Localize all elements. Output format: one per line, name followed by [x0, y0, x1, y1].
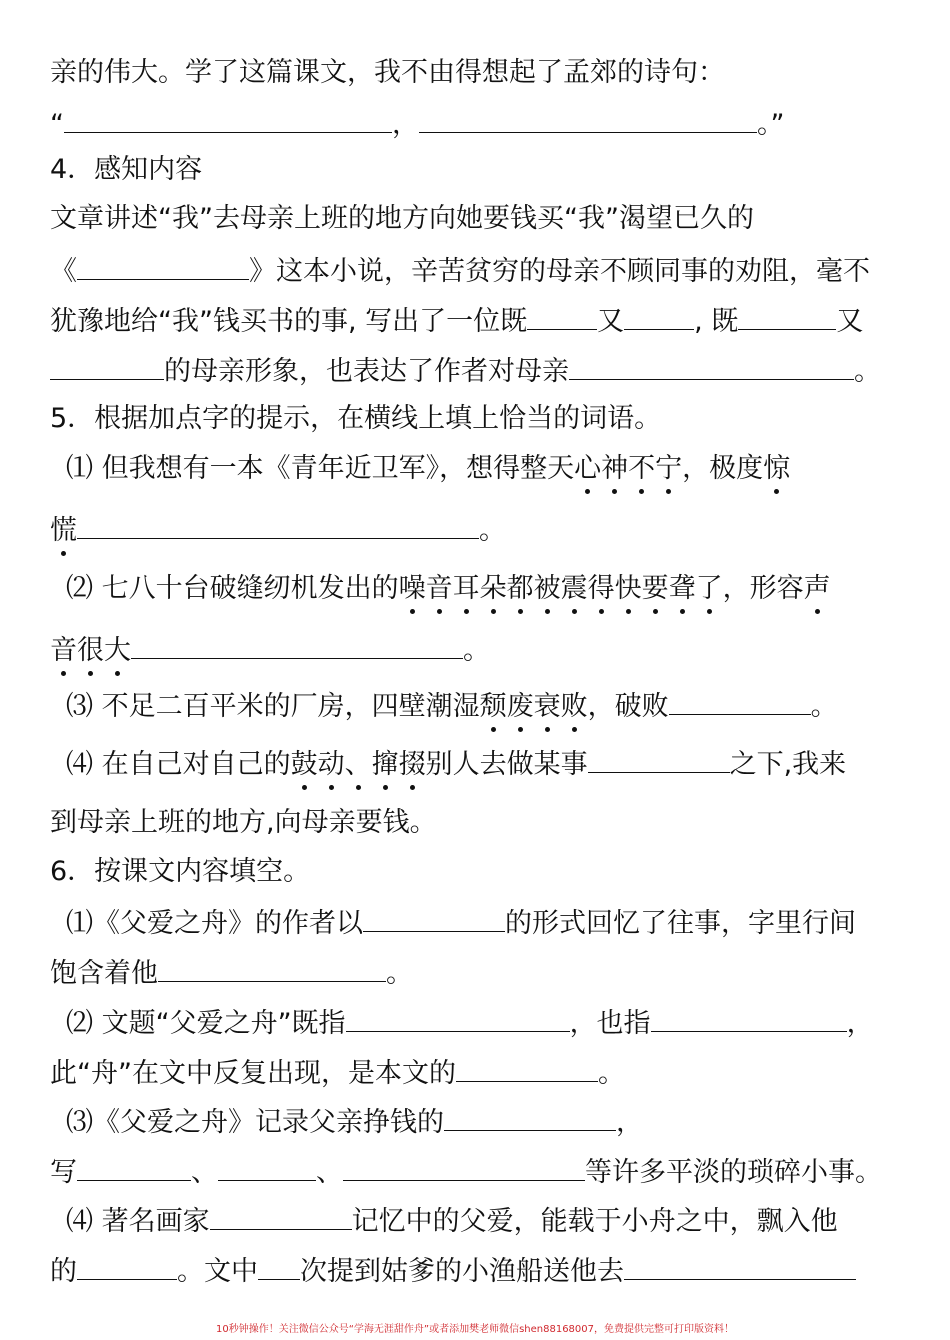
answer-blank[interactable]: [343, 1154, 585, 1181]
dotted-char: 得: [587, 573, 615, 604]
answer-blank[interactable]: [588, 746, 730, 773]
answer-blank[interactable]: [77, 1253, 177, 1280]
dotted-words: [291, 749, 426, 780]
dotted-char: 神: [601, 453, 629, 484]
text-line: 文章讲述“我”去母亲上班的地方向她要钱买“我”渴望已久的: [50, 203, 754, 234]
dotted-char: 大: [104, 635, 131, 666]
answer-blank[interactable]: [624, 303, 694, 330]
answer-blank[interactable]: [346, 1005, 570, 1032]
text-line: 音很大 。: [50, 632, 490, 668]
dotted-char: 噪: [398, 573, 426, 604]
answer-blank[interactable]: [444, 1104, 616, 1131]
answer-blank[interactable]: [77, 1154, 191, 1181]
dotted-char: 震: [560, 573, 588, 604]
question-5-2: ⑵ 七八十台破缝纫机发出的噪音耳朵都被震得快要聋了，形容声: [66, 573, 831, 604]
answer-blank[interactable]: [651, 1005, 847, 1032]
dotted-char: 废: [506, 691, 534, 722]
dotted-char: 声: [803, 573, 831, 604]
answer-blank[interactable]: [419, 106, 757, 133]
dotted-char: 音: [50, 635, 77, 666]
answer-blank[interactable]: [131, 632, 463, 659]
dotted-char: 鼓: [290, 749, 318, 780]
dotted-char: 、: [344, 749, 372, 780]
answer-blank[interactable]: [363, 905, 505, 932]
question-6-2: ⑵ 文题“父爱之舟”既指 ，也指 ，: [66, 1005, 874, 1041]
question-5-1: ⑴ 但我想有一本《青年近卫军》，想得整天心神不宁，极度惊: [66, 453, 791, 484]
question-6-3: ⑶《父爱之舟》记录父亲挣钱的 ，: [66, 1104, 643, 1140]
answer-blank[interactable]: [258, 1253, 300, 1280]
answer-blank[interactable]: [50, 353, 164, 380]
text-line: 慌 。: [50, 512, 506, 548]
text-line: 《 》这本小说，辛苦贫穷的母亲不顾同事的劝阻，毫不: [50, 253, 870, 289]
answer-blank[interactable]: [569, 353, 854, 380]
dotted-char: 衰: [533, 691, 561, 722]
text-line: 此“舟”在文中反复出现，是本文的 。: [50, 1055, 625, 1091]
question-5-4: ⑷ 在自己对自己的鼓动、撺掇别人去做某事 之下,我来: [66, 746, 846, 782]
question-6-title: 6．按课文内容填空。: [50, 856, 311, 887]
dotted-char: 心: [574, 453, 602, 484]
question-6-1: ⑴《父爱之舟》的作者以 的形式回忆了往事，字里行间: [66, 905, 856, 941]
text-line: 到母亲上班的地方,向母亲要钱。: [50, 807, 437, 838]
question-5-title: 5．根据加点字的提示，在横线上填上恰当的词语。: [50, 403, 662, 434]
text-line: 写 、 、 等许多平淡的琐碎小事。: [50, 1154, 882, 1190]
dotted-char: 快: [614, 573, 642, 604]
dotted-char: 撺: [371, 749, 399, 780]
answer-blank[interactable]: [218, 1154, 316, 1181]
dotted-char: 被: [533, 573, 561, 604]
dotted-char: 很: [77, 635, 104, 666]
answer-blank[interactable]: [669, 688, 811, 715]
dotted-char: 宁: [655, 453, 683, 484]
answer-blank[interactable]: [77, 253, 249, 280]
text-line: 的母亲形象，也表达了作者对母亲 。: [50, 353, 881, 389]
answer-blank[interactable]: [77, 512, 479, 539]
dotted-char: 败: [560, 691, 588, 722]
dotted-char: 颓: [479, 691, 507, 722]
answer-blank[interactable]: [738, 303, 836, 330]
text-line: 犹豫地给“我”钱买书的事, 写出了一位既 又 , 既 又: [50, 303, 863, 339]
dotted-char: 都: [506, 573, 534, 604]
dotted-char: 了: [695, 573, 723, 604]
answer-blank[interactable]: [624, 1253, 856, 1280]
dotted-words: [804, 573, 831, 604]
question-5-3: ⑶ 不足二百平米的厂房，四壁潮湿颓废衰败，破败 。: [66, 688, 838, 724]
answer-blank[interactable]: [64, 106, 392, 133]
answer-blank[interactable]: [527, 303, 597, 330]
answer-blank[interactable]: [456, 1055, 598, 1082]
question-4-title: 4．感知内容: [50, 154, 203, 185]
text-line: 亲的伟大。学了这篇课文，我不由得想起了孟郊的诗句：: [50, 57, 725, 88]
dotted-char: 惊: [763, 453, 791, 484]
dotted-words: [399, 573, 723, 604]
text-line: 饱含着他 。: [50, 955, 413, 991]
dotted-char: 不: [628, 453, 656, 484]
poem-blank-line: “ ， 。”: [50, 106, 785, 142]
dotted-char: 耳: [452, 573, 480, 604]
dotted-words: [574, 453, 682, 484]
dotted-char: 朵: [479, 573, 507, 604]
dotted-words: [50, 515, 77, 546]
dotted-char: 音: [425, 573, 453, 604]
dotted-char: 动: [317, 749, 345, 780]
dotted-char: 慌: [50, 515, 77, 546]
dotted-char: 掇: [398, 749, 426, 780]
footer-notice: 10秒钟操作！关注微信公众号“学海无涯甜作舟”或者添加樊老师微信shen88168007，免费提供完整可打印版资料！: [215, 1324, 735, 1335]
answer-blank[interactable]: [210, 1203, 352, 1230]
text-line: 的 。文中 次提到姑爹的小渔船送他去: [50, 1253, 856, 1289]
answer-blank[interactable]: [158, 955, 386, 982]
dotted-char: 聋: [668, 573, 696, 604]
dotted-char: 要: [641, 573, 669, 604]
dotted-words: [763, 453, 790, 484]
dotted-words: [50, 635, 131, 666]
question-6-4: ⑷ 著名画家 记忆中的父爱，能载于小舟之中，飘入他: [66, 1203, 838, 1239]
dotted-words: [480, 691, 588, 722]
